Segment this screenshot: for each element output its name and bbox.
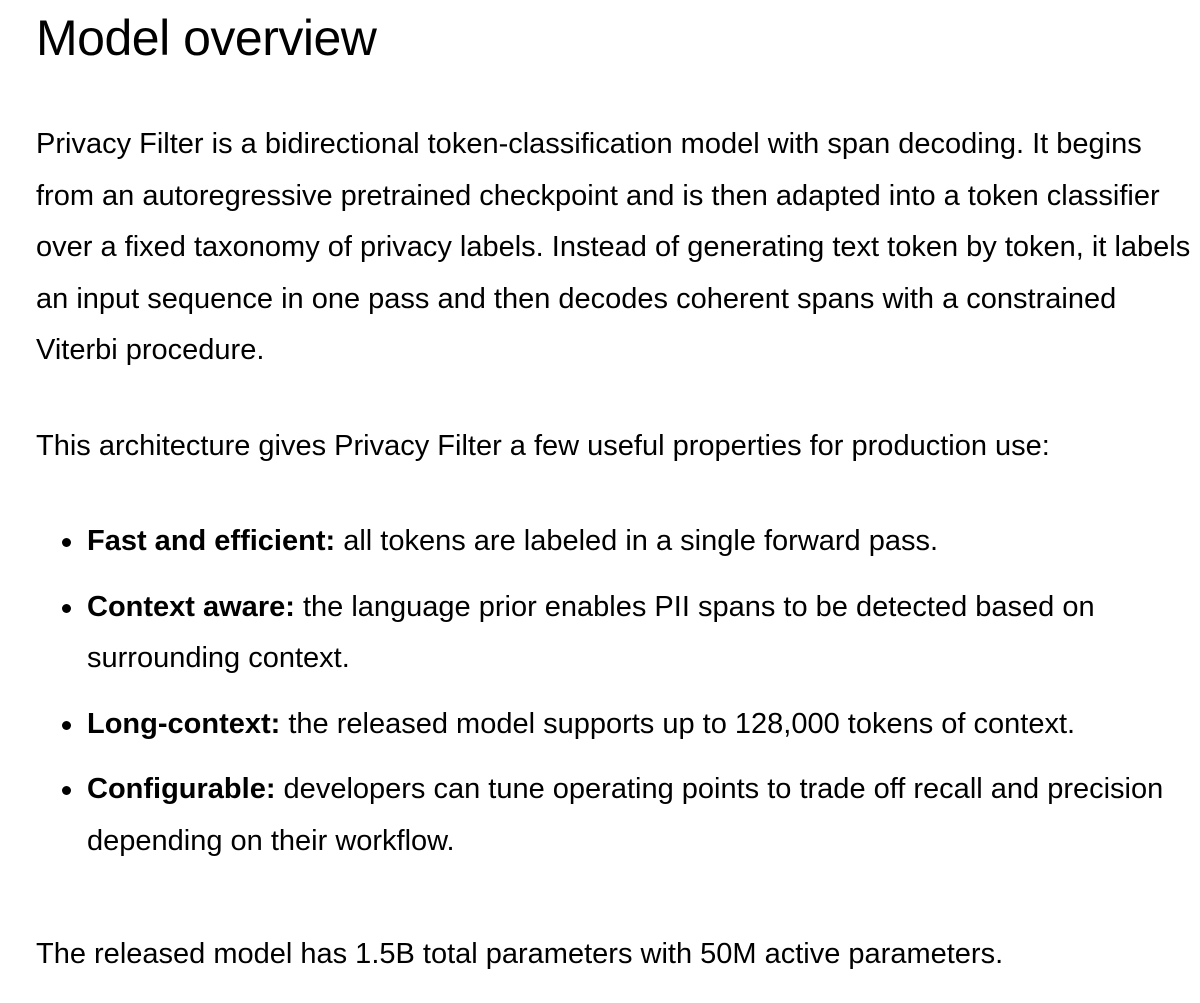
property-label: Configurable: bbox=[87, 773, 276, 805]
property-text: all tokens are labeled in a single forward pass. bbox=[335, 525, 939, 557]
property-label: Context aware: bbox=[87, 590, 295, 623]
list-item bbox=[36, 516, 1196, 568]
list-item bbox=[36, 764, 1196, 867]
properties-list bbox=[36, 516, 1196, 881]
property-text: the language prior enables PII spans to be detected based on surrounding context. bbox=[87, 590, 1095, 674]
property-text: developers can tune operating points to trade off recall and precision depending on their workflow. bbox=[87, 773, 1164, 857]
bullet-icon bbox=[62, 604, 71, 613]
page-title: Model overview bbox=[36, 10, 377, 66]
bullet-icon bbox=[62, 721, 71, 730]
list-item bbox=[36, 582, 1196, 685]
parameters-paragraph: The released model has 1.5B total parameters with 50M active parameters. bbox=[36, 938, 1004, 970]
bullet-icon bbox=[62, 786, 71, 795]
property-label: Long-context: bbox=[87, 707, 281, 740]
intro-paragraph: Privacy Filter is a bidirectional token-classification model with span decoding. It begins from an autoregressive pretrained checkpoint and is then adapted into a token classifier over a fixed taxonomy of privacy labels. Instead of generating text token by token, it labels an input sequence in one pass and then decodes coherent spans with a constrained Viterbi procedure. bbox=[36, 128, 1191, 366]
bullet-icon bbox=[62, 538, 71, 547]
property-label: Fast and efficient: bbox=[87, 525, 336, 557]
property-text: the released model supports up to 128,000 tokens of context. bbox=[280, 707, 1076, 740]
properties-intro-paragraph: This architecture gives Privacy Filter a few useful properties for production use: bbox=[36, 430, 1050, 462]
list-item bbox=[36, 699, 1196, 751]
